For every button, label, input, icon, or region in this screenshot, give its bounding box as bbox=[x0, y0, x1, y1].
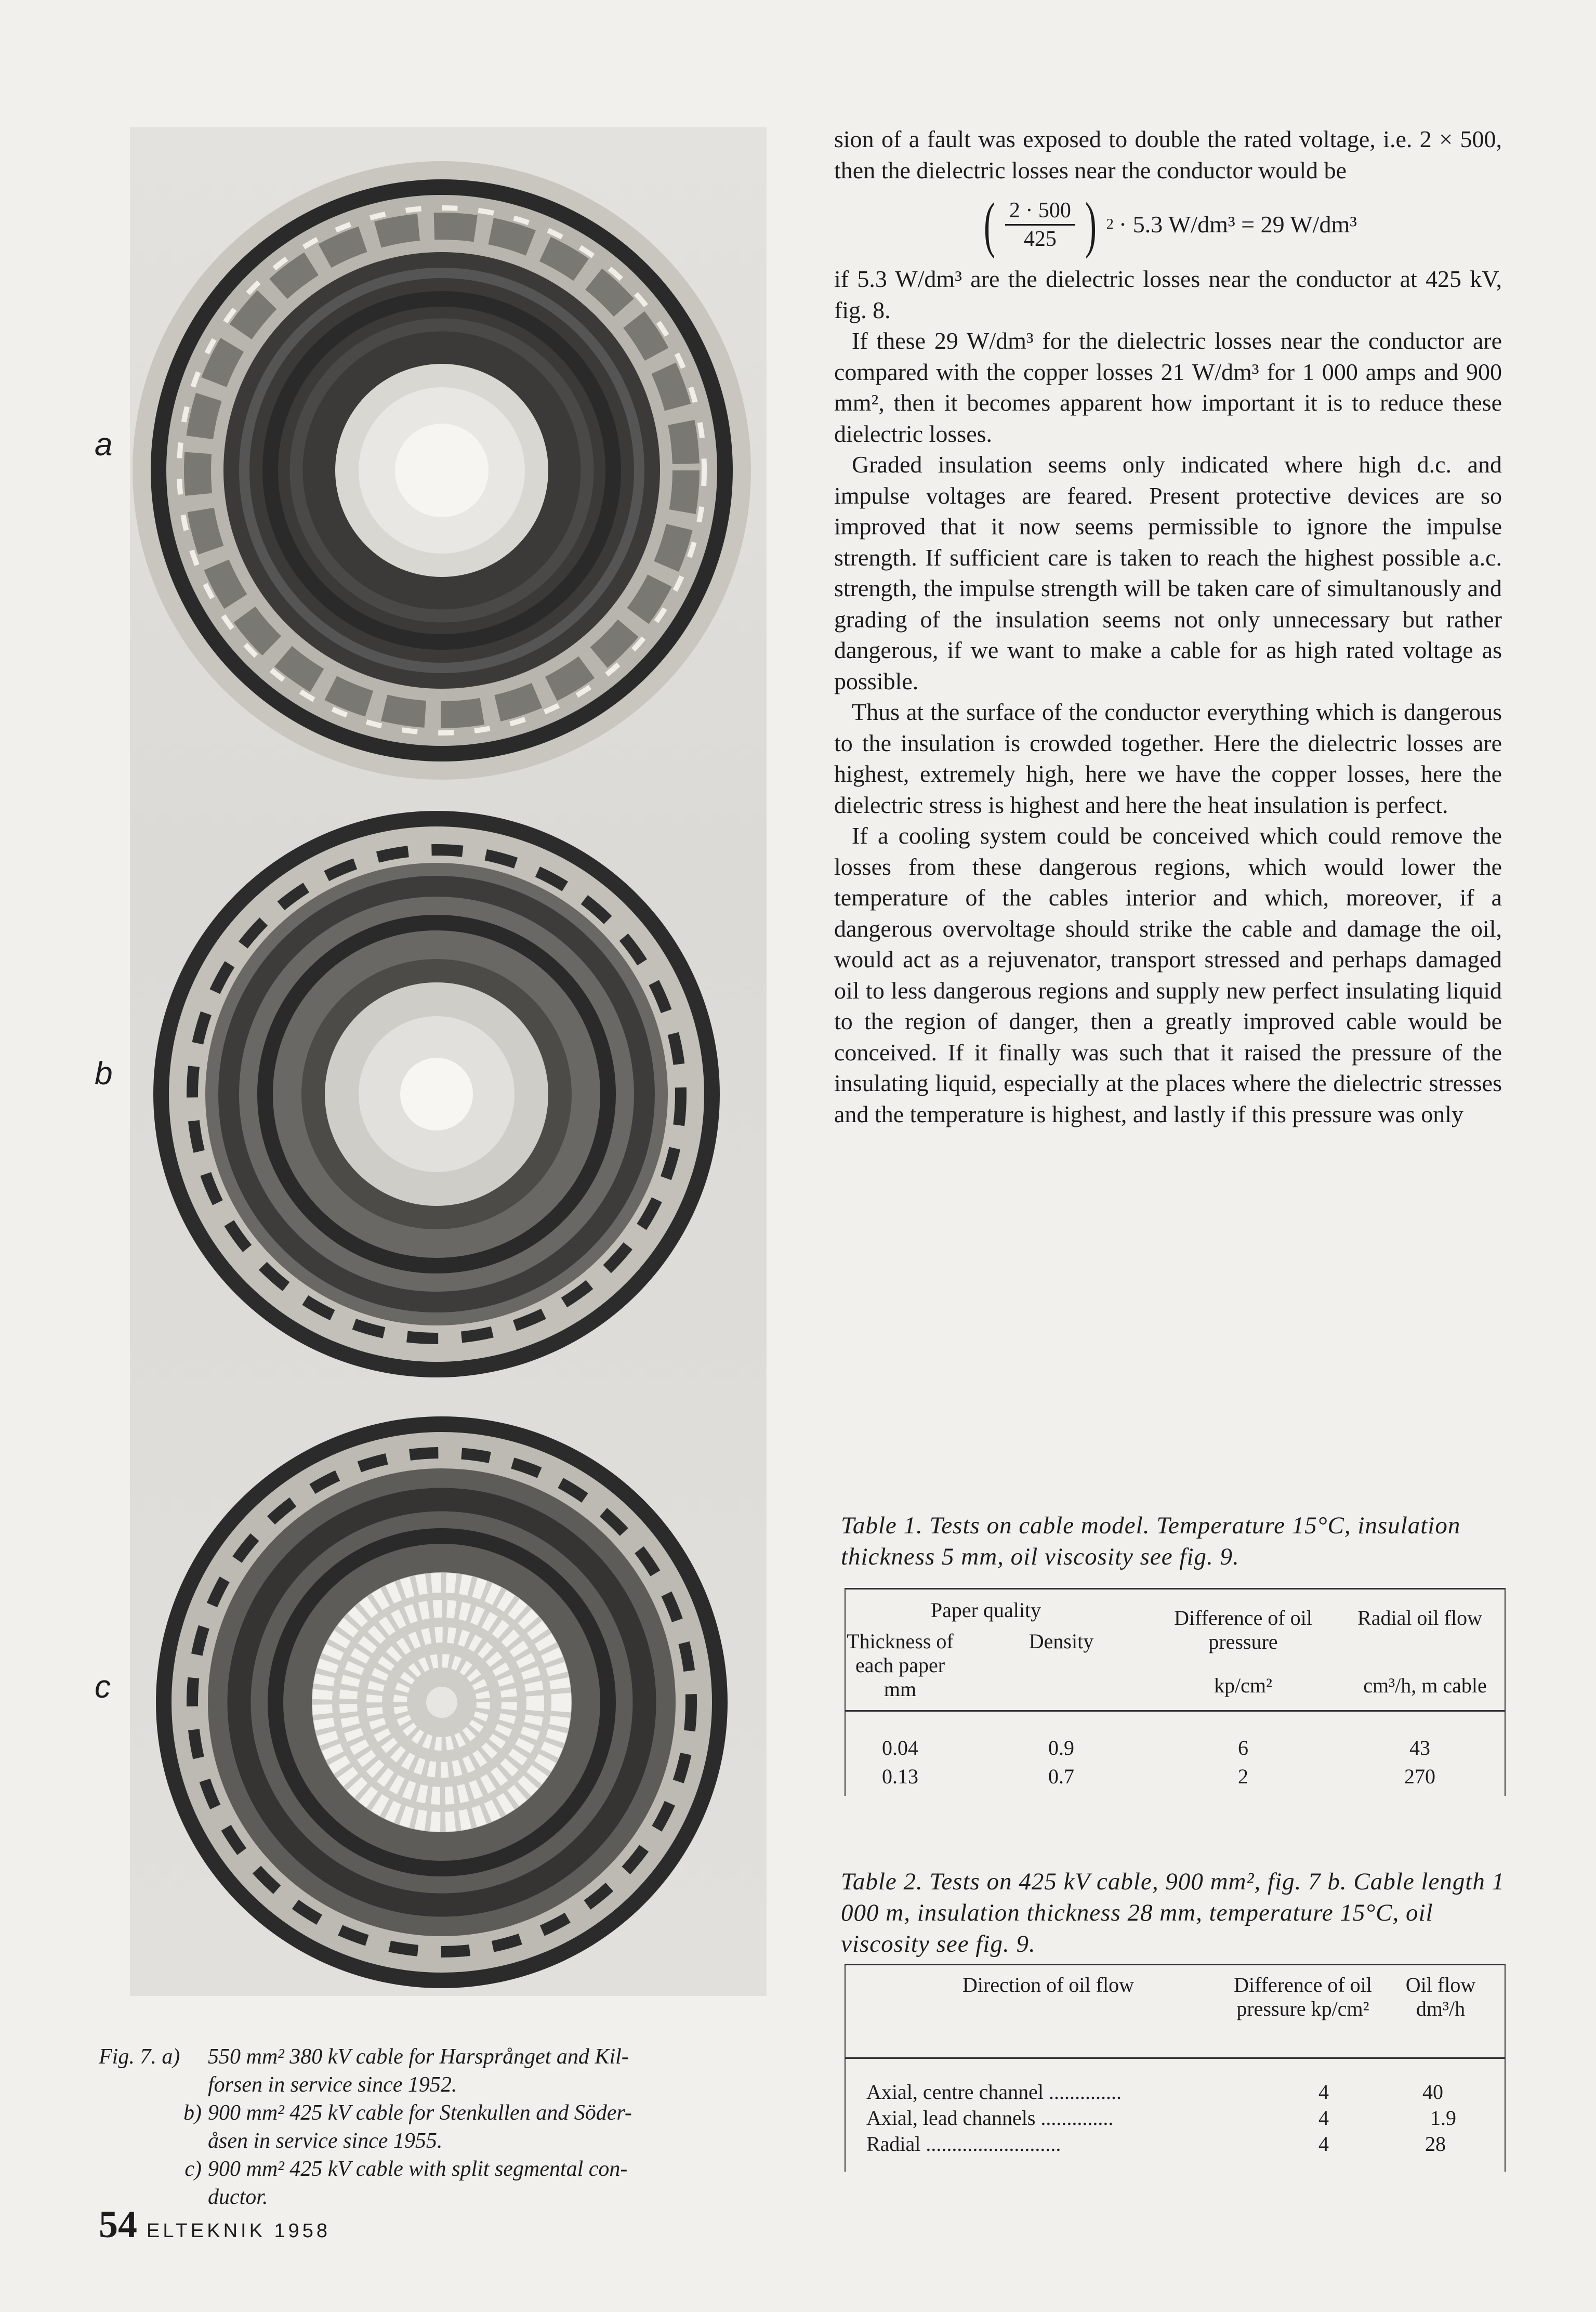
page-number: 54 bbox=[99, 2203, 137, 2246]
caption-lead: b) bbox=[183, 2101, 202, 2125]
t1-cell-flow: 270 bbox=[1404, 1765, 1435, 1788]
t1-cell-thickness: 0.13 bbox=[882, 1765, 918, 1788]
t2-cell-flow: 40 bbox=[1422, 2080, 1443, 2104]
cable-photo-a bbox=[130, 127, 767, 798]
paragraph-1: if 5.3 W/dm³ are the dielectric losses near the conductor at 425 kV, fig. 8. bbox=[834, 266, 1502, 323]
t1-header-radial: Radial oil flow bbox=[1357, 1606, 1482, 1630]
t2-cell-direction: Radial .......................... bbox=[866, 2132, 1061, 2156]
panel-label-a: a bbox=[95, 427, 113, 463]
page-footer bbox=[99, 2203, 331, 2247]
t1-cell-thickness: 0.04 bbox=[882, 1736, 918, 1759]
formula-rest: · 5.3 W/dm³ = 29 W/dm³ bbox=[1118, 211, 1357, 238]
dielectric-loss-formula bbox=[834, 186, 1502, 264]
caption-text: 550 mm² 380 kV cable for Harsprånget and Kil- bbox=[208, 2045, 629, 2069]
t2-header-flow: Oil flow dm³/h bbox=[1405, 1973, 1476, 2020]
paragraph-2: If these 29 W/dm³ for the dielectric losses near the conductor are compared with the copper losses 21 W/dm³ for 1 000 amps and 900 mm², then it becomes apparent how important it is to reduce these dielectric losses. bbox=[834, 327, 1502, 447]
t1-cell-flow: 43 bbox=[1409, 1736, 1430, 1759]
paragraph-intro: sion of a fault was exposed to double the rated voltage, i.e. 2 × 500, then the dielectric losses near the conductor would be bbox=[834, 126, 1502, 183]
t1-header-density: Density bbox=[1028, 1630, 1094, 1653]
t2-cell-direction: Axial, lead channels .............. bbox=[866, 2106, 1114, 2130]
cable-cross-section-b bbox=[130, 803, 767, 1401]
caption-text: 900 mm² 425 kV cable with split segmental con- bbox=[208, 2157, 628, 2181]
cable-photo-c bbox=[130, 1406, 767, 1996]
caption-text: 900 mm² 425 kV cable for Stenkullen and Söder- bbox=[208, 2101, 632, 2125]
paragraph-4: Thus at the surface of the conductor everything which is dangerous to the insulation is crowded together. Here the dielectric losses are highest, extremely high, here we have the copper losses, here the dielectric stress is highest and here the heat insulation is perfect. bbox=[834, 699, 1502, 818]
t1-header-pressure-unit: kp/cm² bbox=[1214, 1674, 1272, 1697]
caption-line bbox=[99, 2099, 769, 2127]
table-2 bbox=[845, 1964, 1506, 2172]
t2-cell-pressure: 4 bbox=[1318, 2080, 1329, 2104]
t1-header-radial-unit: cm³/h, m cable bbox=[1363, 1674, 1487, 1697]
table-2-top-rule bbox=[846, 1964, 1505, 1965]
caption-line bbox=[99, 2127, 769, 2155]
caption-text: forsen in service since 1952. bbox=[208, 2073, 457, 2097]
paragraph-5: If a cooling system could be conceived which could remove the losses from these dangerous regions, which would lower the temperature of the cables interior and which, moreover, if a dangerous overvoltage should strike the cable and damage the oil, would act as a rejuvenator, transport stressed and perhaps damaged oil to less dangerous regions and supply new perfect insulating liquid to the region of danger, then a greatly improved cable would be conceived. If it finally was such that it raised the pressure of the insulating liquid, especially at the places where the dielectric stresses and the temperature is highest, and lastly if this pressure was only bbox=[834, 822, 1502, 1127]
t2-header-direction: Direction of oil flow bbox=[962, 1973, 1134, 1996]
cable-cross-section-c bbox=[130, 1406, 767, 1996]
t1-header-thickness: Thickness of each paper mm bbox=[847, 1630, 954, 1701]
formula-denominator: 425 bbox=[1023, 227, 1057, 251]
formula-numerator: 2 · 500 bbox=[1005, 197, 1075, 226]
caption-line bbox=[99, 2043, 769, 2071]
table-2-caption: Table 2. Tests on 425 kV cable, 900 mm², fig. 7 b. Cable length 1 000 m, insulation thickness 28 mm, temperature 15°C, oil viscosity see fig. 9. bbox=[841, 1868, 1505, 1958]
t2-row bbox=[866, 2105, 1505, 2131]
cable-cross-section-a bbox=[130, 127, 767, 798]
t1-header-pressure: Difference of oil pressure bbox=[1174, 1606, 1312, 1653]
caption-lead: Fig. 7. a) bbox=[99, 2045, 180, 2069]
t2-cell-flow: 1.9 bbox=[1430, 2106, 1456, 2130]
caption-text: åsen in service since 1955. bbox=[208, 2129, 443, 2153]
t1-cell-density: 0.9 bbox=[1048, 1736, 1074, 1759]
caption-lead bbox=[99, 2071, 208, 2099]
caption-line bbox=[99, 2155, 769, 2183]
table-1-header-rule bbox=[846, 1710, 1505, 1712]
cable-photo-b bbox=[130, 803, 767, 1401]
formula-fraction bbox=[1005, 197, 1075, 253]
paren-open: ( bbox=[983, 190, 995, 259]
table-1 bbox=[845, 1588, 1506, 1796]
t2-header-pressure: Difference of oil pressure kp/cm² bbox=[1234, 1973, 1372, 2020]
figure-7-photographs bbox=[130, 127, 767, 1996]
journal-name: ELTEKNIK 1958 bbox=[147, 2220, 331, 2242]
panel-label-c: c bbox=[95, 1669, 111, 1705]
caption-lead bbox=[99, 2127, 208, 2155]
caption-line bbox=[99, 2071, 769, 2099]
caption-lead: c) bbox=[184, 2157, 202, 2181]
t1-cell-pressure: 2 bbox=[1238, 1765, 1248, 1788]
caption-text: ductor. bbox=[208, 2185, 268, 2209]
t2-cell-flow: 28 bbox=[1425, 2132, 1446, 2156]
t1-header-paper-quality: Paper quality bbox=[930, 1598, 1041, 1622]
t1-cell-density: 0.7 bbox=[1048, 1765, 1074, 1788]
t2-cell-pressure: 4 bbox=[1318, 2132, 1329, 2156]
figure-7-caption bbox=[99, 2043, 769, 2211]
article-body bbox=[834, 124, 1502, 1129]
t2-cell-direction: Axial, centre channel .............. bbox=[866, 2080, 1122, 2104]
panel-label-b: b bbox=[95, 1056, 113, 1092]
t2-row bbox=[866, 2131, 1505, 2157]
table-2-header-rule bbox=[846, 2057, 1505, 2059]
table-1-caption: Table 1. Tests on cable model. Temperature 15°C, insulation thickness 5 mm, oil viscosity see fig. 9. bbox=[841, 1512, 1461, 1570]
t2-cell-pressure: 4 bbox=[1318, 2106, 1329, 2130]
formula-exponent: 2 bbox=[1106, 216, 1114, 233]
t2-row bbox=[866, 2079, 1505, 2105]
paragraph-3: Graded insulation seems only indicated where high d.c. and impulse voltages are feared. Present protective devices are so improved that it now seems permissible to ignore the impulse strength. If sufficient care is taken to reach the highest possible a.c. strength, the impulse strength will be taken care of simultanously and grading of the insulation seems not only unnecessary but rather dangerous, if we want to make a cable for as high rated voltage as possible. bbox=[834, 451, 1502, 694]
t1-cell-pressure: 6 bbox=[1238, 1736, 1248, 1759]
table-1-top-rule bbox=[846, 1588, 1505, 1590]
paren-close: ) bbox=[1085, 190, 1097, 259]
